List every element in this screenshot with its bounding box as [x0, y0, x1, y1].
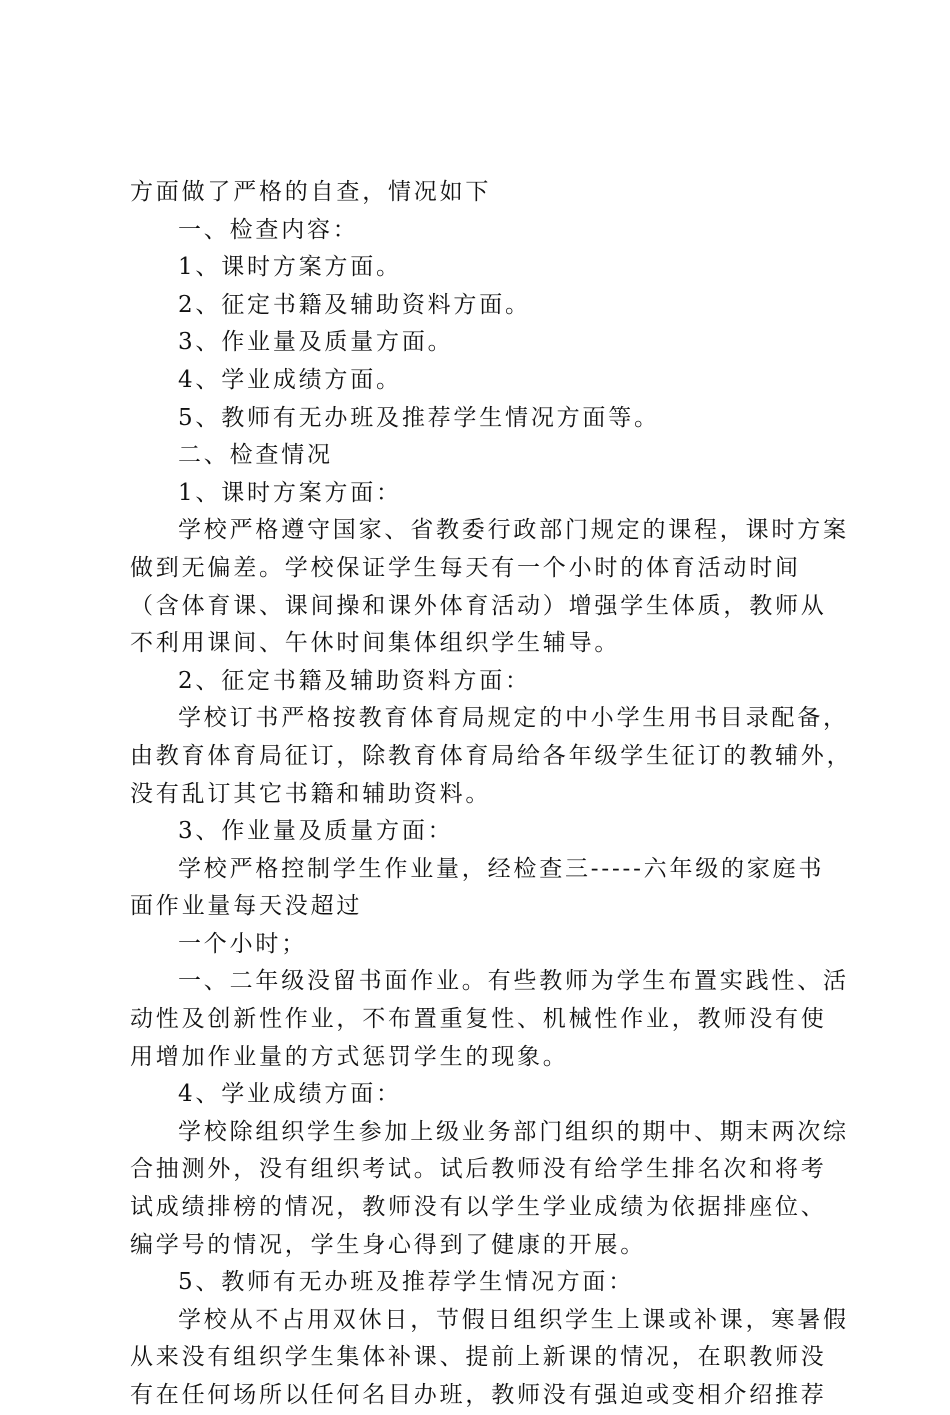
text-line: 不利用课间、午休时间集体组织学生辅导。	[130, 630, 621, 657]
text-line: 一、二年级没留书面作业。有些教师为学生布置实践性、活	[178, 968, 849, 995]
text-line: 没有乱订其它书籍和辅助资料。	[130, 780, 492, 807]
text-line: 1、课时方案方面。	[178, 254, 402, 281]
text-line: 1、课时方案方面：	[178, 479, 402, 506]
text-line: 面作业量每天没超过	[130, 893, 363, 920]
text-line: 2、征定书籍及辅助资料方面：	[178, 667, 531, 694]
text-line: 4、学业成绩方面。	[178, 366, 402, 393]
text-line: 动性及创新性作业，不布置重复性、机械性作业，教师没有使	[130, 1006, 827, 1033]
text-line: 一个小时；	[178, 930, 307, 957]
text-line: 编学号的情况，学生身心得到了健康的开展。	[130, 1231, 646, 1258]
text-line: 有在任何场所以任何名目办班，教师没有强迫或变相介绍推荐	[130, 1382, 827, 1408]
document-body	[130, 174, 853, 1415]
text-line: 由教育体育局征订，除教育体育局给各年级学生征订的教辅外，	[130, 742, 853, 769]
text-line: 4、学业成绩方面：	[178, 1081, 402, 1108]
text-line: 合抽测外，没有组织考试。试后教师没有给学生排名次和将考	[130, 1156, 827, 1183]
text-line: （含体育课、课间操和课外体育活动）增强学生体质，教师从	[130, 592, 827, 619]
text-line: 学校严格遵守国家、省教委行政部门规定的课程，课时方案	[178, 517, 849, 544]
text-line: 学校除组织学生参加上级业务部门组织的期中、期末两次综	[178, 1118, 849, 1145]
text-line: 试成绩排榜的情况，教师没有以学生学业成绩为依据排座位、	[130, 1194, 827, 1221]
text-line: 3、作业量及质量方面：	[178, 818, 454, 845]
text-line: 学校订书严格按教育体育局规定的中小学生用书目录配备，	[178, 705, 849, 732]
text-line: 2、征定书籍及辅助资料方面。	[178, 291, 531, 318]
text-line: 方面做了严格的自查，情况如下	[130, 179, 492, 205]
text-line: 5、教师有无办班及推荐学生情况方面等。	[178, 404, 660, 431]
text-line: 5、教师有无办班及推荐学生情况方面：	[178, 1269, 635, 1296]
text-line: 做到无偏差。学校保证学生每天有一个小时的体育活动时间	[130, 554, 801, 581]
text-line: 一、检查内容：	[178, 216, 359, 243]
text-line: 3、作业量及质量方面。	[178, 329, 454, 356]
text-line: 用增加作业量的方式惩罚学生的现象。	[130, 1043, 569, 1070]
text-line: 学校从不占用双休日，节假日组织学生上课或补课，寒暑假	[178, 1306, 849, 1333]
text-line: 从来没有组织学生集体补课、提前上新课的情况，在职教师没	[130, 1344, 827, 1371]
text-line: 二、检查情况	[178, 442, 333, 469]
text-line: 学校严格控制学生作业量，经检查三-----六年级的家庭书	[178, 855, 825, 882]
